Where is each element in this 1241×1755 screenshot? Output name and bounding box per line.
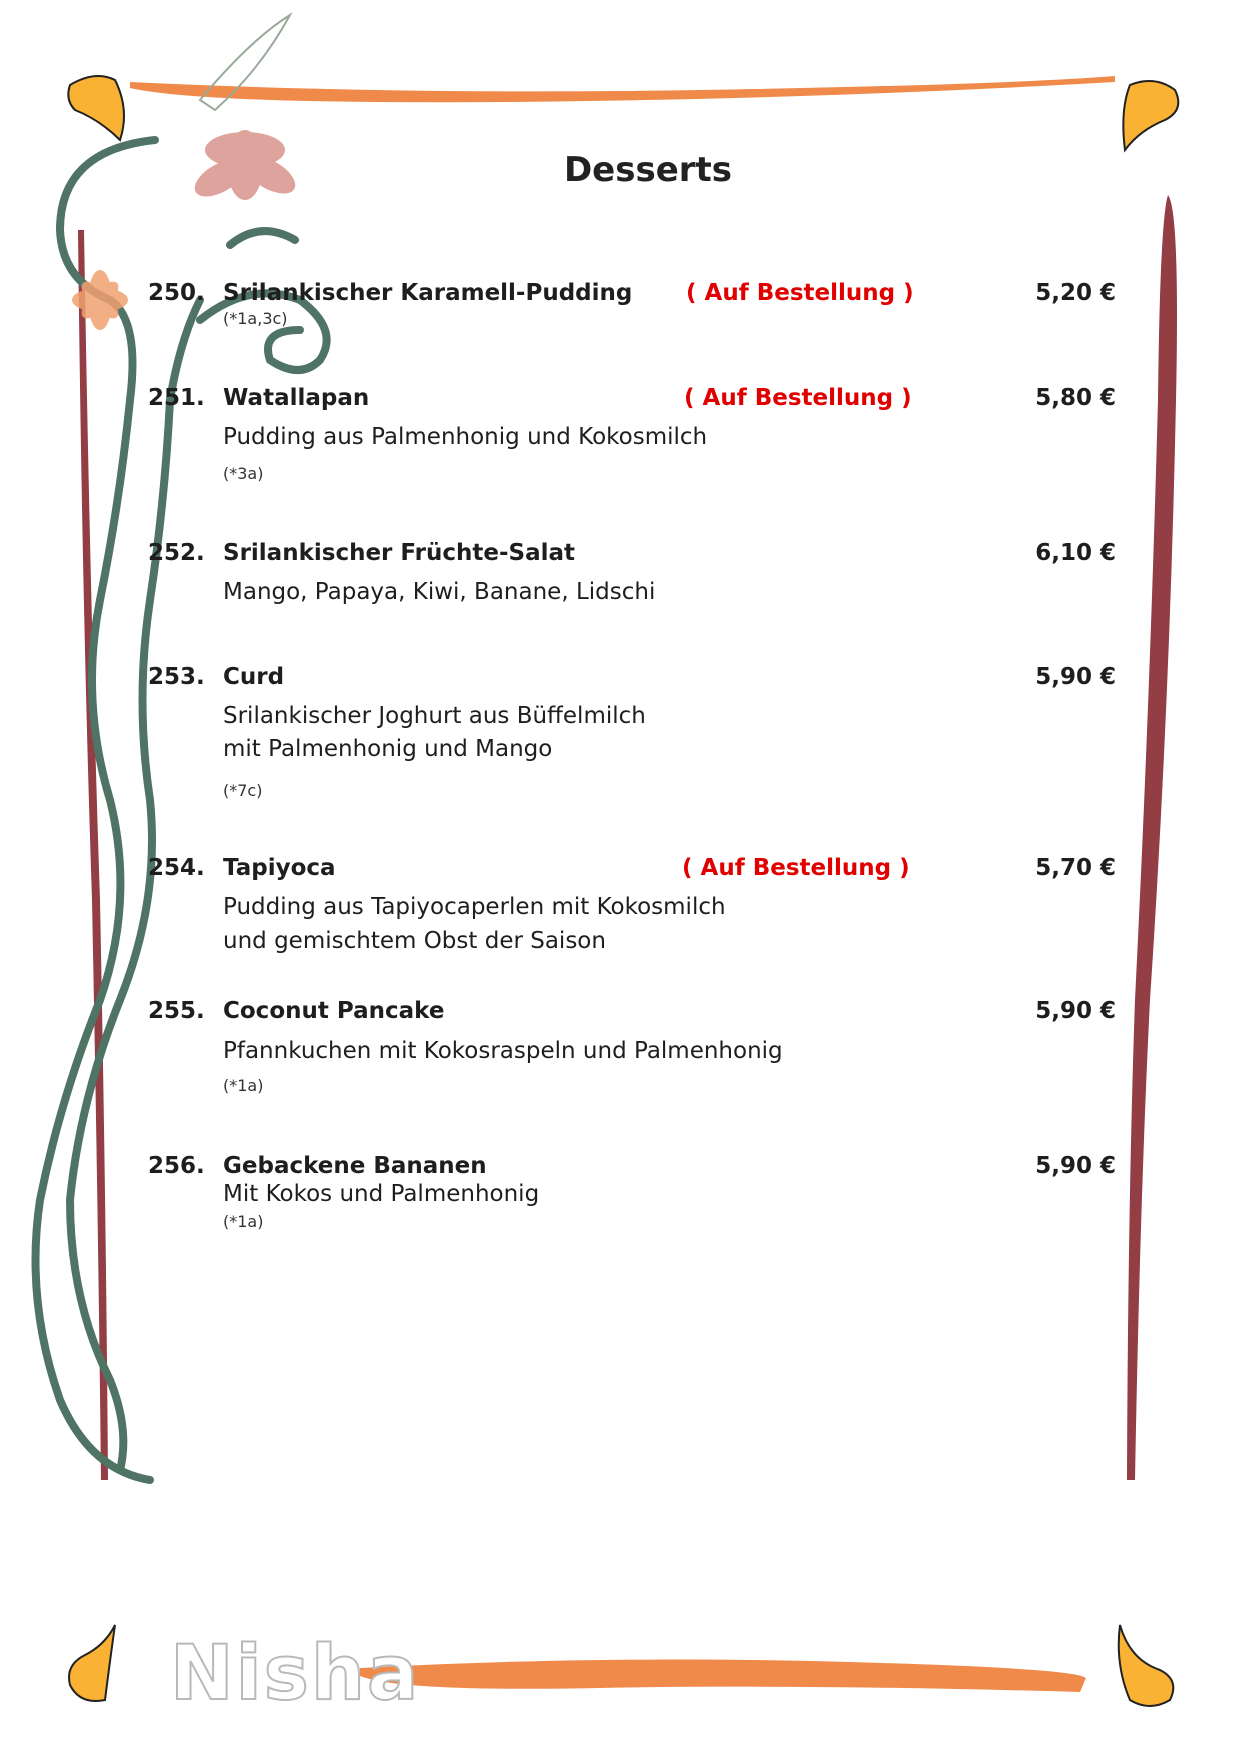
item-description: Mit Kokos und Palmenhonig <box>223 1181 540 1207</box>
item-price: 5,20 € <box>1035 280 1116 306</box>
menu-item <box>0 855 1241 965</box>
item-name: Coconut Pancake <box>223 998 445 1024</box>
item-description: und gemischtem Obst der Saison <box>223 928 606 954</box>
order-note: ( Auf Bestellung ) <box>686 280 914 306</box>
item-description: Srilankischer Joghurt aus Büffelmilch <box>223 703 646 729</box>
menu-item <box>0 540 1241 640</box>
item-number: 252. <box>148 540 205 566</box>
leaf-bottom-left <box>69 1625 115 1701</box>
top-brush-stroke <box>130 76 1115 102</box>
menu-item <box>0 280 1241 380</box>
menu-item <box>0 998 1241 1098</box>
item-description: Pudding aus Palmenhonig und Kokosmilch <box>223 424 708 450</box>
item-number: 250. <box>148 280 205 306</box>
item-number: 256. <box>148 1153 205 1179</box>
item-description: Mango, Papaya, Kiwi, Banane, Lidschi <box>223 579 656 605</box>
menu-item <box>0 385 1241 485</box>
item-name: Srilankischer Früchte-Salat <box>223 540 575 566</box>
menu-item <box>0 664 1241 804</box>
item-number: 251. <box>148 385 205 411</box>
allergen-info: (*1a,3c) <box>223 309 288 328</box>
item-number: 253. <box>148 664 205 690</box>
item-name: Watallapan <box>223 385 370 411</box>
order-note: ( Auf Bestellung ) <box>682 855 910 881</box>
item-price: 5,90 € <box>1035 998 1116 1024</box>
item-number: 255. <box>148 998 205 1024</box>
item-name: Curd <box>223 664 285 690</box>
page-title: Desserts <box>563 150 733 190</box>
item-price: 5,90 € <box>1035 1153 1116 1179</box>
leaf-bottom-right <box>1119 1625 1174 1706</box>
item-price: 5,90 € <box>1035 664 1116 690</box>
leaf-top-left <box>68 76 124 140</box>
item-description: Pfannkuchen mit Kokosraspeln und Palmenhonig <box>223 1038 783 1064</box>
item-number: 254. <box>148 855 205 881</box>
allergen-info: (*7c) <box>223 781 263 800</box>
item-description: mit Palmenhonig und Mango <box>223 736 553 762</box>
bottom-brush-stroke <box>360 1660 1086 1692</box>
item-price: 5,70 € <box>1035 855 1116 881</box>
item-price: 6,10 € <box>1035 540 1116 566</box>
leaf-top-right <box>1123 81 1178 150</box>
item-name: Srilankischer Karamell-Pudding <box>223 280 633 306</box>
allergen-info: (*1a) <box>223 1076 264 1095</box>
allergen-info: (*3a) <box>223 464 264 483</box>
order-note: ( Auf Bestellung ) <box>684 385 912 411</box>
allergen-info: (*1a) <box>223 1212 264 1231</box>
item-price: 5,80 € <box>1035 385 1116 411</box>
item-name: Gebackene Bananen <box>223 1153 487 1179</box>
item-name: Tapiyoca <box>223 855 336 881</box>
restaurant-logo: Nisha <box>170 1628 421 1717</box>
menu-item <box>0 1153 1241 1253</box>
item-description: Pudding aus Tapiyocaperlen mit Kokosmilch <box>223 894 726 920</box>
